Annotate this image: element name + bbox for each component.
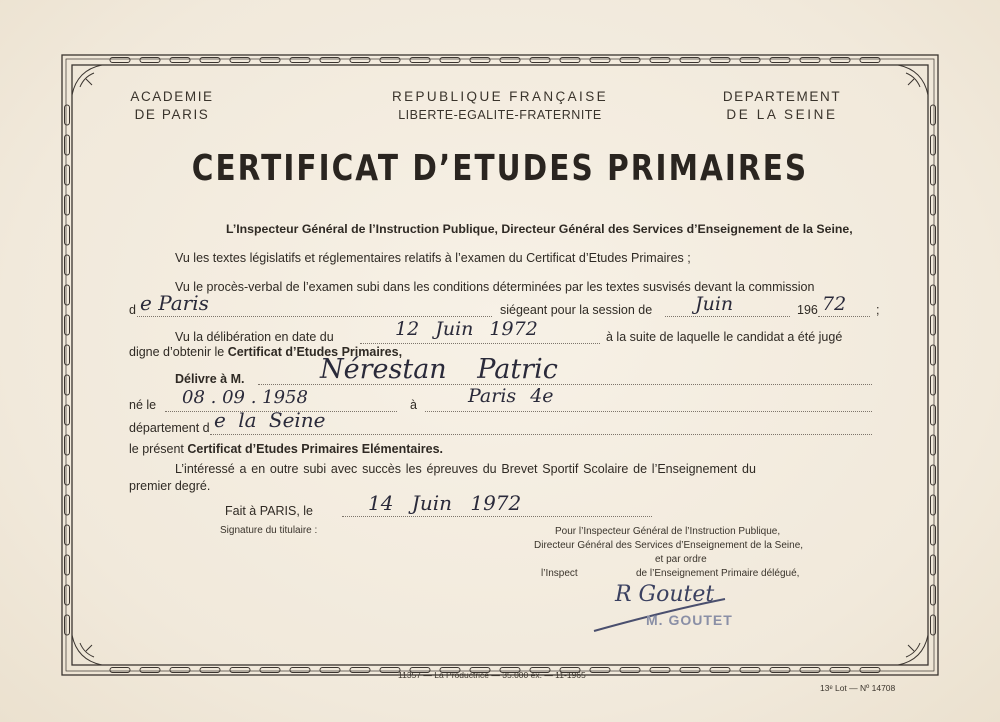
republique-line1: REPUBLIQUE FRANÇAISE (391, 89, 609, 104)
fait-date-handwritten: 14 Juin 1972 (368, 491, 522, 515)
birth-place-field-line (425, 411, 872, 412)
border-link (800, 58, 820, 63)
present-text: le présent (129, 442, 188, 456)
fait-date-field-line (342, 516, 652, 517)
border-link (380, 58, 400, 63)
birth-date-handwritten: 08 . 09 . 1958 (182, 387, 308, 408)
border-link (65, 315, 70, 335)
semicolon: ; (876, 303, 880, 317)
border-link (65, 375, 70, 395)
border-link (350, 668, 370, 673)
departement-label (712, 88, 852, 124)
sig-line1: Pour l’Inspecteur Général de l’Instruction Publique, (555, 526, 781, 537)
republique-label (330, 88, 670, 124)
ne-le-label: né le (129, 398, 157, 412)
border-link (931, 285, 936, 305)
border-link (931, 555, 936, 575)
session-field-line (665, 316, 790, 317)
fait-a-label: Fait à PARIS, le (225, 504, 313, 518)
academie-label (118, 88, 226, 124)
border-link (65, 255, 70, 275)
border-link (260, 58, 280, 63)
year-prefix: 196 (797, 303, 818, 317)
signature-titulaire-label: Signature du titulaire : (220, 525, 318, 536)
border-link (620, 58, 640, 63)
border-link (290, 58, 310, 63)
border-link (931, 405, 936, 425)
border-link (110, 58, 130, 63)
border-link (500, 58, 520, 63)
siegeant-label: siégeant pour la session de (500, 303, 653, 317)
border-link (350, 58, 370, 63)
border-link (110, 668, 130, 673)
border-link (170, 668, 190, 673)
border-link (65, 345, 70, 365)
border-link (931, 315, 936, 335)
corner-ornament (898, 65, 928, 95)
border-link (230, 668, 250, 673)
sig-line2: Directeur Général des Services d’Enseignement de la Seine, (534, 540, 804, 551)
border-link (530, 58, 550, 63)
departement-field-label: département d (129, 421, 210, 435)
interesse-line2: premier degré. (129, 479, 211, 493)
border-link (590, 58, 610, 63)
border-link (931, 585, 936, 605)
border-link (710, 668, 730, 673)
a-label: à (410, 398, 417, 412)
border-link (830, 58, 850, 63)
commission-field-line (137, 316, 492, 317)
border-link (200, 668, 220, 673)
vu-textes-line: Vu les textes législatifs et réglementaires relatifs à l’examen du Certificat d’Etudes Primaires ; (175, 251, 691, 265)
border-link (931, 375, 936, 395)
stamp-text: M. GOUTET (646, 612, 733, 628)
border-link (65, 105, 70, 125)
border-link (65, 405, 70, 425)
digne-bold-text: Certificat d’Etudes Primaires, (227, 345, 403, 359)
border-link (65, 555, 70, 575)
departement-field-line (210, 434, 872, 435)
suite-label: à la suite de laquelle le candidat a été jugé (606, 330, 843, 344)
print-info: 11357 — La Productrice — 35.000 ex. — 11-1965 (398, 670, 586, 680)
border-link (931, 225, 936, 245)
border-link (410, 58, 430, 63)
border-link (65, 135, 70, 155)
border-link (650, 58, 670, 63)
border-link (65, 495, 70, 515)
border-link (65, 195, 70, 215)
border-link (230, 58, 250, 63)
border-link (590, 668, 610, 673)
border-link (260, 668, 280, 673)
border-link (931, 105, 936, 125)
inspector-signature: R Goutet (615, 582, 715, 607)
border-link (65, 585, 70, 605)
border-link (931, 345, 936, 365)
border-link (65, 225, 70, 245)
digne-text: digne d’obtenir le (129, 345, 228, 359)
border-link (65, 285, 70, 305)
border-link (740, 668, 760, 673)
border-link (620, 668, 640, 673)
birth-place-handwritten: Paris 4e (468, 385, 554, 407)
border-link (770, 668, 790, 673)
vu-deliberation-label: Vu la délibération en date du (175, 330, 334, 344)
departement-line2: DE LA SEINE (726, 107, 838, 122)
session-month-handwritten: Juin (695, 293, 734, 315)
session-year-handwritten: 72 (822, 293, 847, 315)
border-link (931, 165, 936, 185)
delivre-label: Délivre à M. (175, 372, 245, 386)
border-link (470, 58, 490, 63)
border-link (931, 495, 936, 515)
border-link (320, 668, 340, 673)
border-link (560, 58, 580, 63)
border-link (770, 58, 790, 63)
corner-ornament (898, 635, 928, 665)
deliberation-date-handwritten: 12 Juin 1972 (395, 318, 538, 340)
inspector-line: L’Inspecteur Général de l’Instruction Publique, Directeur Général des Services d’Enseignement de la Seine, (226, 222, 853, 236)
vu-proces-line: Vu le procès-verbal de l’examen subi dans les conditions déterminées par les textes susvisés devant la commission (175, 280, 815, 294)
present-bold-text: Certificat d’Etudes Primaires Elémentaires. (187, 442, 444, 456)
border-link (740, 58, 760, 63)
sig-line3: et par ordre (655, 554, 707, 565)
border-link (931, 255, 936, 275)
border-link (65, 435, 70, 455)
border-link (650, 668, 670, 673)
border-link (680, 668, 700, 673)
border-link (860, 58, 880, 63)
border-link (931, 435, 936, 455)
border-link (170, 58, 190, 63)
academie-line2: DE PARIS (134, 107, 210, 122)
border-link (860, 668, 880, 673)
border-link (65, 525, 70, 545)
border-link (931, 615, 936, 635)
present-line (129, 442, 443, 456)
corner-ornament (72, 635, 102, 665)
border-link (290, 668, 310, 673)
border-link (320, 58, 340, 63)
border-link (140, 668, 160, 673)
corner-ornament (72, 65, 102, 95)
border-link (931, 465, 936, 485)
border-link (800, 668, 820, 673)
border-link (931, 525, 936, 545)
border-link (65, 615, 70, 635)
border-link (65, 465, 70, 485)
commission-handwritten: e Paris (140, 291, 209, 315)
border-link (931, 195, 936, 215)
border-link (200, 58, 220, 63)
certificate-title: CERTIFICAT D’ETUDES PRIMAIRES (191, 148, 809, 189)
name-handwritten: Nérestan Patric (320, 354, 558, 385)
interesse-line1: L’intéressé a en outre subi avec succès les épreuves du Brevet Sportif Scolaire de l’Enseignement du (175, 462, 756, 476)
border-link (440, 58, 460, 63)
lot-number: 13ᵉ Lot — Nº 14708 (820, 683, 896, 693)
border-link (680, 58, 700, 63)
departement-line1: DEPARTEMENT (722, 89, 842, 104)
departement-handwritten: e la Seine (214, 408, 326, 432)
border-link (380, 668, 400, 673)
sig-line4-right: de l’Enseignement Primaire délégué, (636, 568, 800, 579)
border-link (830, 668, 850, 673)
border-link (710, 58, 730, 63)
border-link (140, 58, 160, 63)
year-field-line (818, 316, 870, 317)
border-link (65, 165, 70, 185)
border-link (931, 135, 936, 155)
goutet-stamp (610, 612, 740, 638)
sig-line4-left: l’Inspect (541, 568, 578, 579)
deliberation-field-line (360, 343, 600, 344)
republique-line2: LIBERTE-EGALITE-FRATERNITE (398, 108, 602, 122)
academie-line1: ACADEMIE (130, 89, 214, 104)
de-prefix: d (129, 303, 136, 317)
